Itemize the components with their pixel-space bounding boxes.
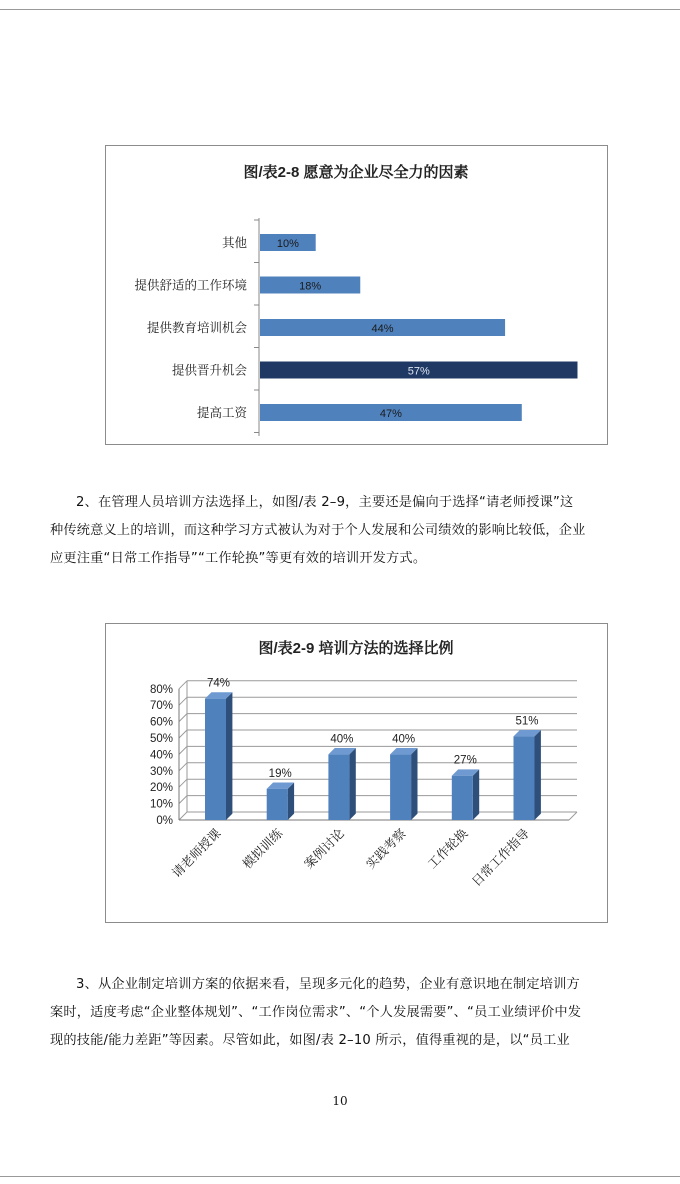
paragraph-line: 现的技能/能力差距”等因素。尽管如此，如图/表 2–10 所示，值得重视的是，以“员工业 <box>50 1033 570 1048</box>
bar <box>452 776 473 820</box>
category-label: 其他 <box>221 235 247 250</box>
x-tick-label: 工作轮换 <box>424 825 471 872</box>
bar-side <box>349 748 355 820</box>
data-label: 74% <box>206 677 231 690</box>
gridline-diagonal <box>179 697 187 705</box>
y-tick-label: 30% <box>149 765 173 778</box>
y-tick-label: 40% <box>149 749 173 762</box>
y-tick-label: 60% <box>149 716 173 729</box>
bar <box>328 754 349 820</box>
x-tick-label: 实践考察 <box>362 825 409 872</box>
gridline-diagonal <box>179 796 187 804</box>
gridline-diagonal <box>179 812 187 820</box>
data-label: 40% <box>392 733 416 746</box>
category-label: 提供晋升机会 <box>171 362 247 378</box>
chart-training-methods-svg <box>106 624 607 922</box>
x-tick-label: 请老师授课 <box>168 825 224 881</box>
y-tick-label: 10% <box>149 798 173 811</box>
bar <box>514 736 535 820</box>
gridline-diagonal <box>179 714 187 722</box>
gridline-diagonal <box>179 746 187 754</box>
gridline-diagonal <box>179 730 187 738</box>
paragraph-training-basis <box>50 971 630 1055</box>
data-label: 19% <box>268 767 292 780</box>
y-tick-label: 20% <box>149 782 173 795</box>
floor-edge <box>569 812 577 820</box>
bar-side <box>535 730 541 820</box>
bar-side <box>411 748 417 820</box>
paragraph-line: 种传统意义上的培训，而这种学习方式被认为对于个人发展和公司绩效的影响比较低，企业 <box>50 523 586 538</box>
x-tick-label: 日常工作指导 <box>468 825 533 890</box>
bar <box>205 699 226 820</box>
y-tick-label: 70% <box>149 700 173 713</box>
category-label: 提供舒适的工作环境 <box>134 277 247 293</box>
y-tick-label: 0% <box>156 815 173 827</box>
footer-rule <box>0 1176 680 1177</box>
chart-willingness-factors <box>105 145 608 445</box>
data-label: 44% <box>371 323 394 335</box>
bar <box>267 789 288 820</box>
paragraph-training-methods <box>50 489 630 573</box>
category-label: 提供教育培训机会 <box>146 320 247 335</box>
bar-side <box>473 769 479 820</box>
y-tick-label: 80% <box>149 683 173 696</box>
paragraph-line: 案时，适度考虑“企业整体规划”、“工作岗位需求”、“个人发展需要”、“员工业绩评价中发 <box>50 1005 582 1020</box>
paragraph-line: 2、在管理人员培训方法选择上，如图/表 2–9，主要还是偏向于选择“请老师授课”这 <box>76 495 574 510</box>
chart-training-methods <box>105 623 608 923</box>
gridline-diagonal <box>179 681 187 689</box>
paragraph-line: 应更注重“日常工作指导”“工作轮换”等更有效的培训开发方式。 <box>50 551 427 566</box>
header-rule <box>0 9 680 10</box>
gridline-diagonal <box>179 763 187 771</box>
bar <box>390 754 411 820</box>
paragraph-line: 3、从企业制定培训方案的依据来看，呈现多元化的趋势，企业有意识地在制定培训方 <box>76 977 580 992</box>
x-tick-label: 模拟训练 <box>239 825 286 872</box>
gridline-diagonal <box>179 779 187 787</box>
x-tick-label: 案例讨论 <box>301 825 348 872</box>
category-label: 提高工资 <box>196 405 247 420</box>
data-label: 18% <box>299 280 322 293</box>
y-tick-label: 50% <box>149 733 173 745</box>
data-label: 47% <box>379 408 402 420</box>
data-label: 10% <box>276 238 299 250</box>
chart-title: 图/表2-9 培训方法的选择比例 <box>258 640 454 657</box>
bar-side <box>288 782 294 820</box>
data-label: 27% <box>453 754 477 767</box>
chart-title: 图/表2-8 愿意为企业尽全力的因素 <box>243 164 469 181</box>
page-number: 10 <box>332 1094 348 1108</box>
data-label: 57% <box>407 365 430 378</box>
chart-willingness-factors-svg <box>106 146 607 444</box>
data-label: 40% <box>330 733 354 746</box>
bar-side <box>226 692 232 820</box>
data-label: 51% <box>515 715 539 728</box>
